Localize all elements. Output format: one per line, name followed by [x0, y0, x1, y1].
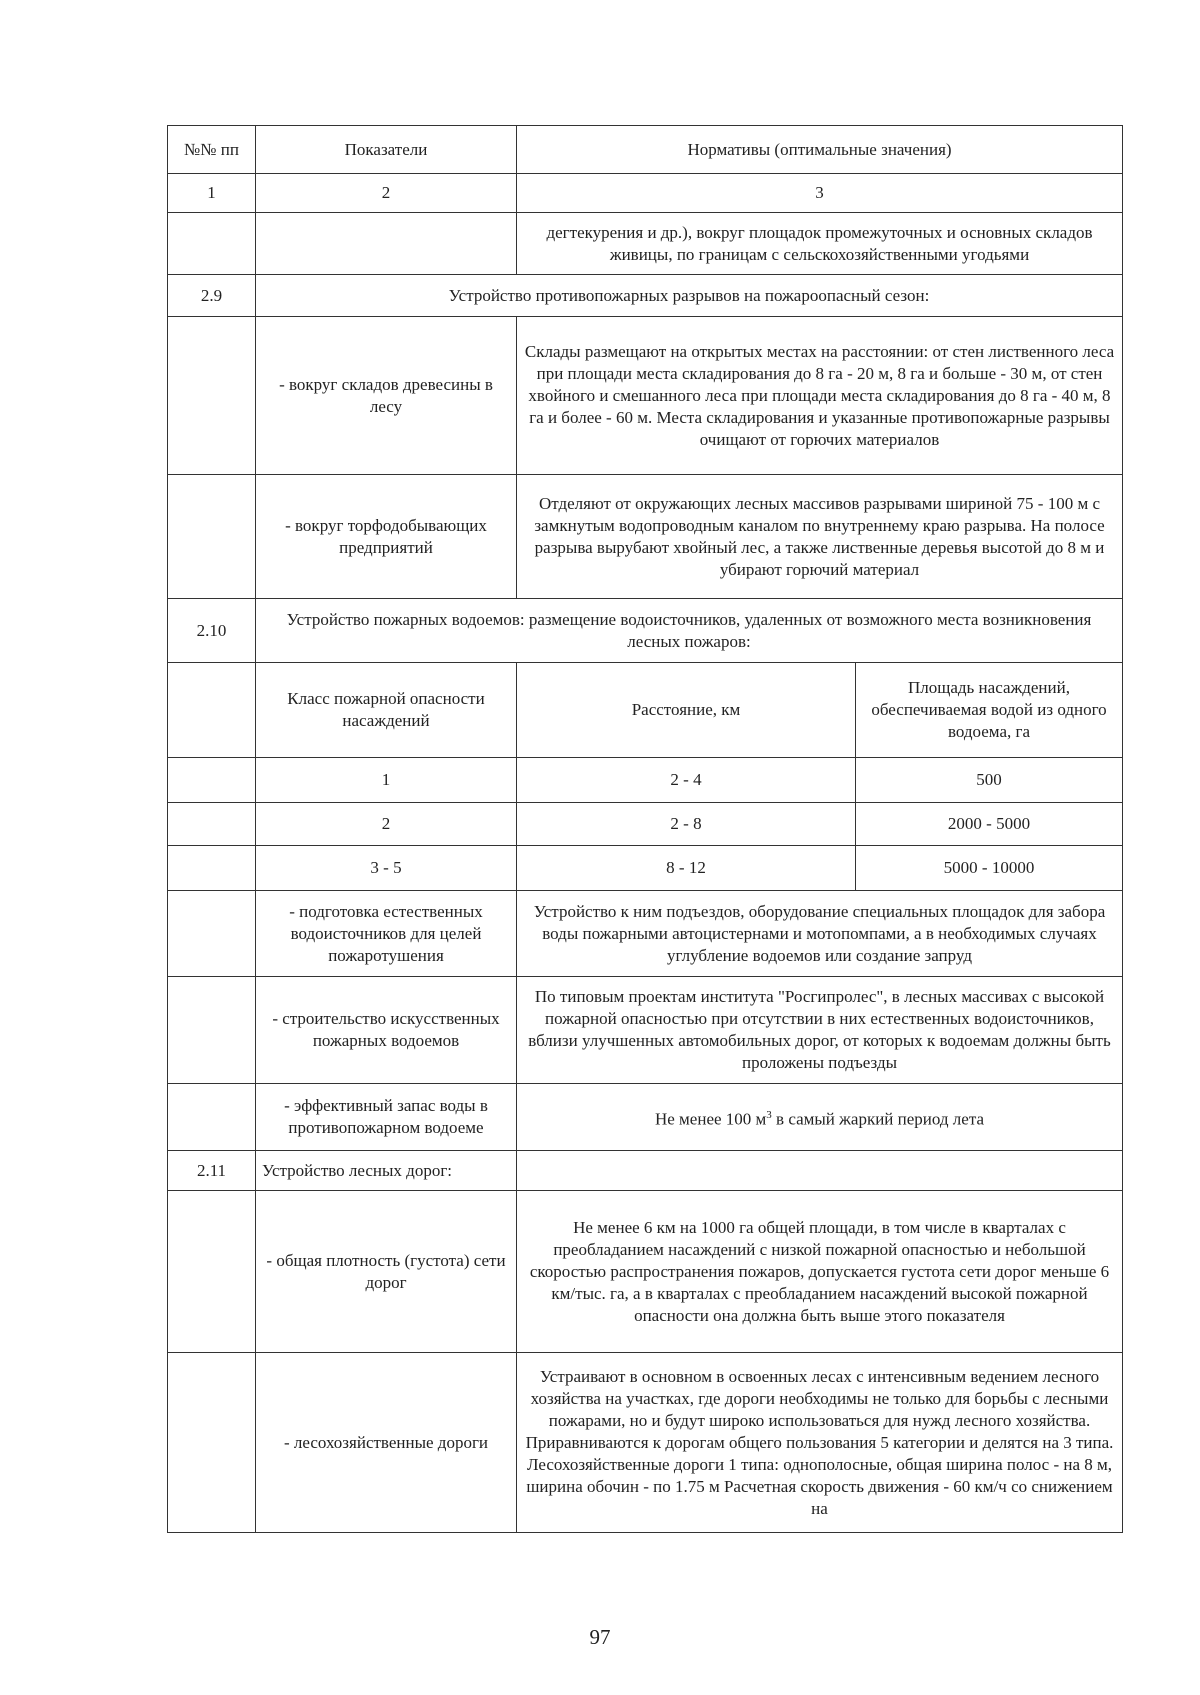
norms-table: [167, 125, 1123, 1533]
section-number: 2.10: [168, 599, 256, 663]
header-norms: Нормативы (оптимальные значения): [517, 126, 1123, 174]
indicator: - общая плотность (густота) сети дорог: [256, 1191, 517, 1353]
sub-cell: 2000 - 5000: [856, 803, 1123, 846]
header-indicator: Показатели: [256, 126, 517, 174]
section-title: Устройство лесных дорог:: [256, 1151, 517, 1191]
sub-cell: 2 - 8: [517, 803, 856, 846]
sub-header-area: Площадь насаждений, обеспечиваемая водой из одного водоема, га: [856, 663, 1123, 758]
sub-cell: 500: [856, 758, 1123, 803]
section-title: Устройство противопожарных разрывов на пожароопасный сезон:: [256, 275, 1123, 317]
page-number: 97: [589, 1625, 611, 1649]
section-title: Устройство пожарных водоемов: размещение водоисточников, удаленных от возможного места возникновения лесных пожаров:: [256, 599, 1123, 663]
indicator: - подготовка естественных водоисточников для целей пожаротушения: [256, 891, 517, 977]
section-number: 2.9: [168, 275, 256, 317]
norm: Отделяют от окружающих лесных массивов разрывами шириной 75 - 100 м с замкнутым водопроводным каналом по внутреннему краю разрыва. На полосе разрыва вырубают хвойный лес, а также лиственные деревья высотой до 8 м и убирают горючий материал: [517, 475, 1123, 599]
indicator: - вокруг торфодобывающих предприятий: [256, 475, 517, 599]
norm: Склады размещают на открытых местах на расстоянии: от стен лиственного леса при площади места складирования до 8 га - 20 м, 8 га и больше - 30 м, от стен хвойного и смешанного леса при площади места складирования до 8 га - 40 м, 8 га и более - 60 м. Места складирования и указанные противопожарные разрывы очищают от горючих материалов: [517, 317, 1123, 475]
sub-cell: 2 - 4: [517, 758, 856, 803]
section-number: 2.11: [168, 1151, 256, 1191]
sub-header-distance: Расстояние, км: [517, 663, 856, 758]
norm: Устраивают в основном в освоенных лесах с интенсивным ведением лесного хозяйства на участках, где дороги необходимы не только для борьбы с лесными пожарами, но и будут широко использоваться для нужд лесного хозяйства. Приравниваются к дорогам общего пользования 5 категории и делятся на 3 типа. Лесохозяйственные дороги 1 типа: однополосные, общая ширина полос - на 8 м, ширина обочин - по 1.75 м Расчетная скорость движения - 60 км/ч со снижением на: [517, 1353, 1123, 1533]
indicator: - эффективный запас воды в противопожарном водоеме: [256, 1084, 517, 1151]
norm: Устройство к ним подъездов, оборудование специальных площадок для забора воды пожарными автоцистернами и мотопомпами, а в необходимых случаях углубление водоемов или создание запруд: [517, 891, 1123, 977]
header-num: №№ пп: [168, 126, 256, 174]
sub-header-class: Класс пожарной опасности насаждений: [256, 663, 517, 758]
col-number: 1: [168, 174, 256, 213]
indicator: - вокруг складов древесины в лесу: [256, 317, 517, 475]
col-number: 2: [256, 174, 517, 213]
norm: Не менее 100 $м^3$ в самый жаркий период лета: [517, 1084, 1123, 1151]
indicator: - лесохозяйственные дороги: [256, 1353, 517, 1533]
sub-cell: 1: [256, 758, 517, 803]
sub-cell: 2: [256, 803, 517, 846]
sub-cell: 5000 - 10000: [856, 846, 1123, 891]
sub-cell: 8 - 12: [517, 846, 856, 891]
norm: По типовым проектам института "Росгипролес", в лесных массивах с высокой пожарной опасностью при отсутствии в них естественных водоисточников, вблизи улучшенных автомобильных дорог, от которых к водоемам должны быть проложены подъезды: [517, 977, 1123, 1084]
continued-norm: дегтекурения и др.), вокруг площадок промежуточных и основных складов живицы, по границам с сельскохозяйственными угодьями: [517, 213, 1123, 275]
sub-cell: 3 - 5: [256, 846, 517, 891]
indicator: - строительство искусственных пожарных водоемов: [256, 977, 517, 1084]
norm: Не менее 6 км на 1000 га общей площади, в том числе в кварталах с преобладанием насаждений с низкой пожарной опасностью и небольшой скоростью распространения пожаров, допускается густота сети дорог меньше 6 км/тыс. га, а в кварталах с преобладанием насаждений высокой пожарной опасности она должна быть выше этого показателя: [517, 1191, 1123, 1353]
col-number: 3: [517, 174, 1123, 213]
